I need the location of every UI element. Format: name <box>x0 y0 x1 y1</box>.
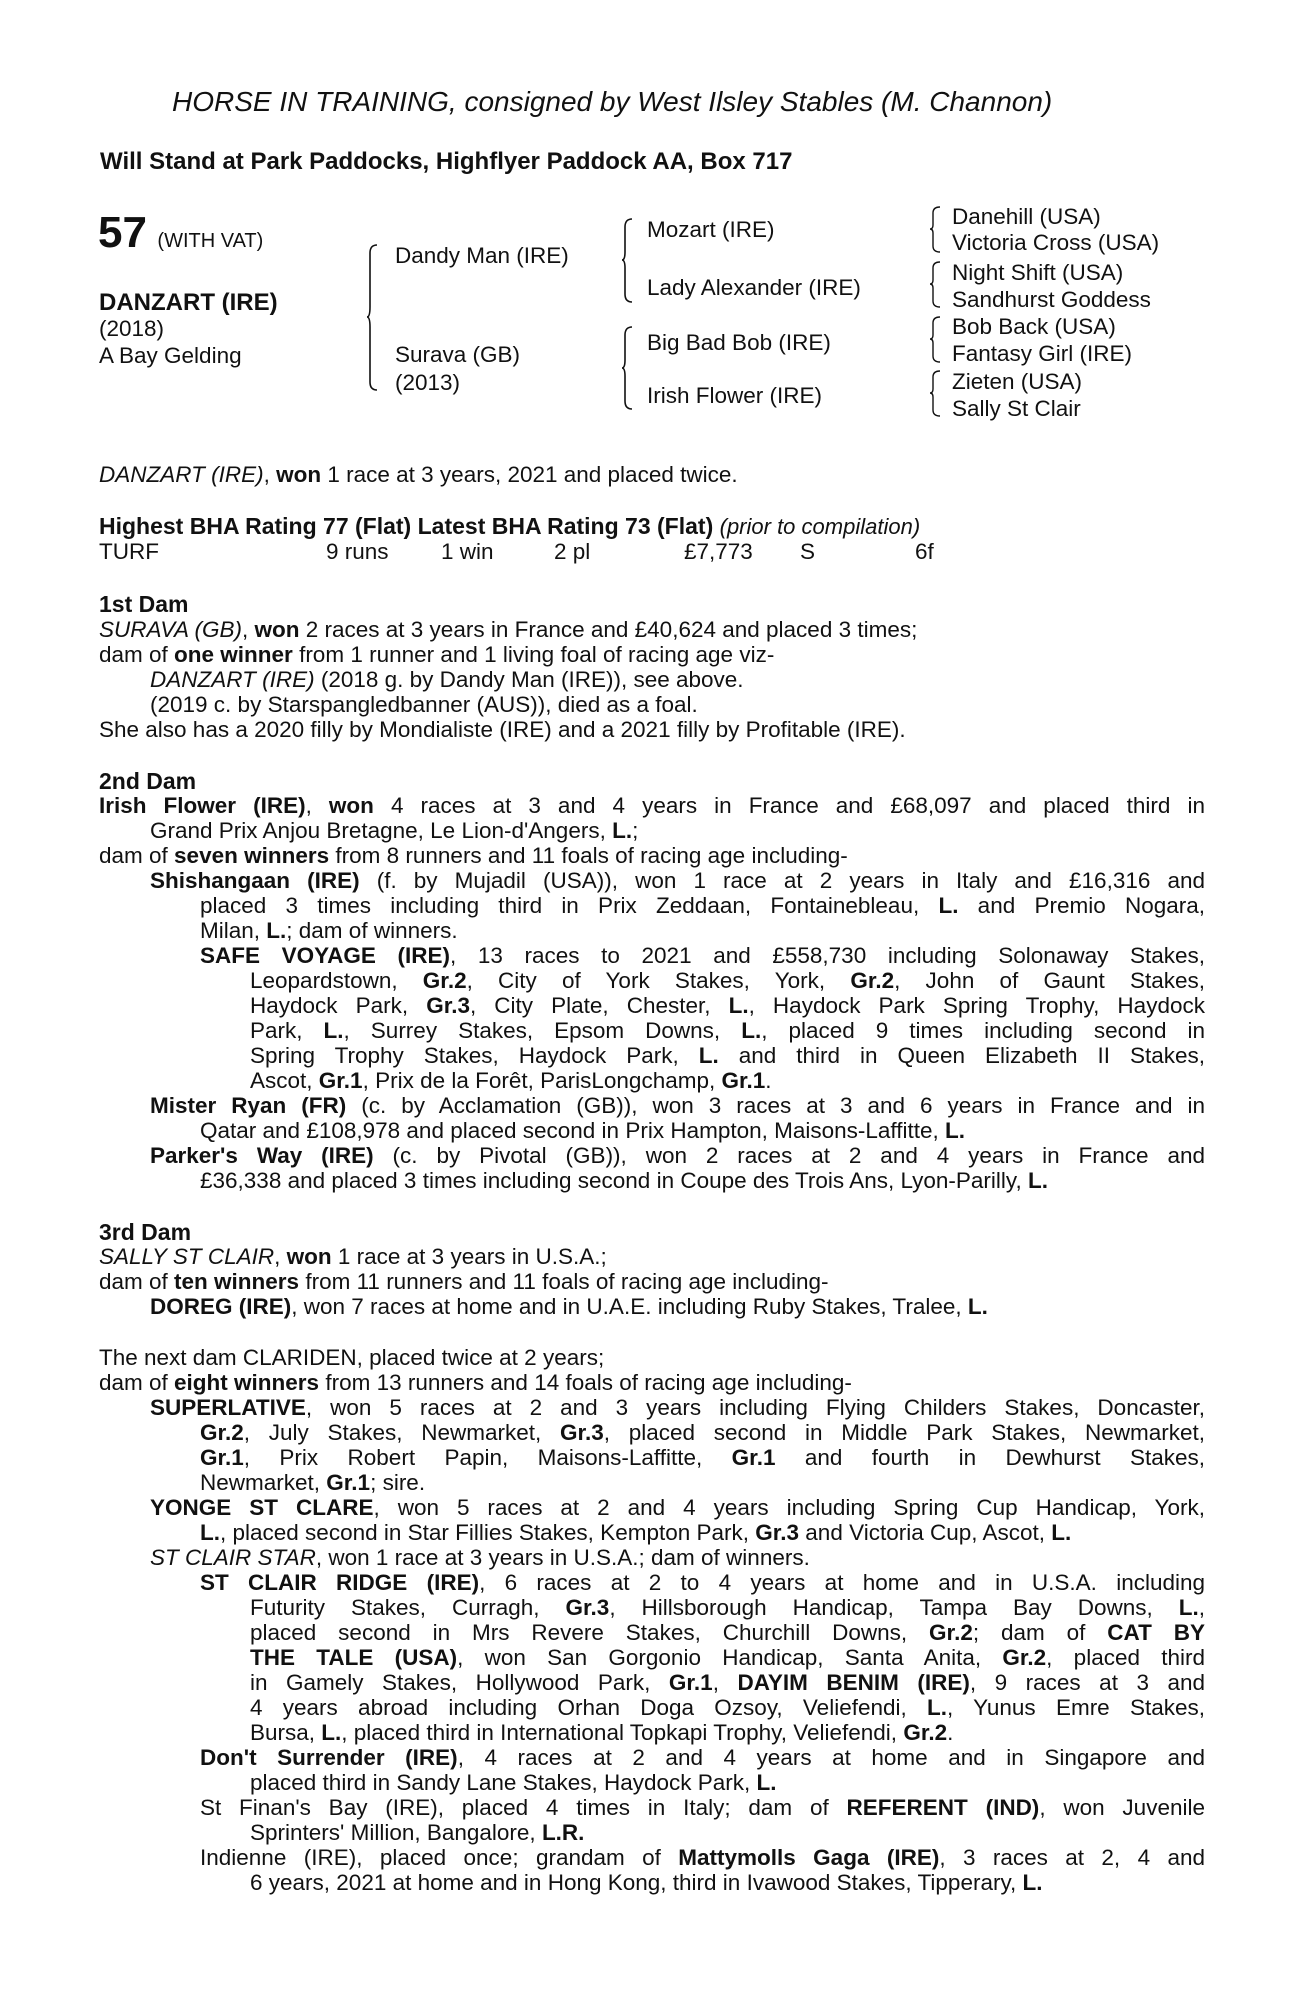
pedigree-brace-g1 <box>930 207 942 252</box>
safe-voyage-line5: Spring Trophy Stakes, Haydock Park, L. and third in Queen Elizabeth II Stakes, <box>250 1043 1206 1068</box>
pedigree-g5: Bob Back (USA) <box>952 314 1116 339</box>
rating-placed: 2 pl <box>554 539 591 564</box>
rating-runs: 9 runs <box>326 539 389 564</box>
lot-number: 57 <box>98 208 147 257</box>
dam1-line3: DANZART (IRE) (2018 g. by Dandy Man (IRE)), see above. <box>150 667 744 692</box>
shishangaan-line3: Milan, L.; dam of winners. <box>200 918 458 943</box>
dont-surrender-line2: placed third in Sandy Lane Stakes, Haydock Park, L. <box>250 1770 777 1795</box>
pedigree-brace-sire-dam <box>367 245 379 390</box>
pedigree-g6: Fantasy Girl (IRE) <box>952 341 1133 366</box>
dam4-line1: The next dam CLARIDEN, placed twice at 2 years; <box>99 1345 605 1370</box>
st-clair-ridge-line6: 4 years abroad including Orhan Doga Ozsoy, Veliefendi, L., Yunus Emre Stakes, <box>250 1695 1205 1720</box>
dam2-line2: Grand Prix Anjou Bretagne, Le Lion-d'Angers, L.; <box>150 818 639 843</box>
pedigree-dam-dam: Irish Flower (IRE) <box>647 383 823 408</box>
pedigree-sire: Dandy Man (IRE) <box>395 243 569 268</box>
lot-number-row <box>98 208 263 258</box>
dam3-line1: SALLY ST CLAIR, won 1 race at 3 years in U.S.A.; <box>99 1244 607 1269</box>
rating-wins: 1 win <box>441 539 494 564</box>
shishangaan-line1: Shishangaan (IRE) (f. by Mujadil (USA)), won 1 race at 2 years in Italy and £16,316 and <box>150 868 1205 893</box>
race-summary: DANZART (IRE), won 1 race at 3 years, 2021 and placed twice. <box>99 462 738 487</box>
safe-voyage-line6: Ascot, Gr.1, Prix de la Forêt, ParisLongchamp, Gr.1. <box>250 1068 772 1093</box>
foaling-year: (2018) <box>99 316 165 341</box>
st-clair-ridge-line5: in Gamely Stakes, Hollywood Park, Gr.1, DAYIM BENIM (IRE), 9 races at 3 and <box>250 1670 1206 1695</box>
pedigree-g7: Zieten (USA) <box>952 369 1083 394</box>
pedigree-dam-year: (2013) <box>395 370 461 395</box>
summary-horse-name: DANZART (IRE) <box>99 462 264 487</box>
pedigree-brace-g2 <box>930 262 942 307</box>
st-clair-ridge-line2: Futurity Stakes, Curragh, Gr.3, Hillsborough Handicap, Tampa Bay Downs, L., <box>250 1595 1205 1620</box>
pedigree-brace-g4 <box>930 371 942 416</box>
pedigree-dam-sire: Big Bad Bob (IRE) <box>647 330 831 355</box>
dont-surrender-line1: Don't Surrender (IRE), 4 races at 2 and 4 years at home and in Singapore and <box>200 1745 1206 1770</box>
dam1-line5: She also has a 2020 filly by Mondialiste (IRE) and a 2021 filly by Profitable (IRE). <box>99 717 906 742</box>
st-clair-ridge-line7: Bursa, L., placed third in International Topkapi Trophy, Veliefendi, Gr.2. <box>250 1720 954 1745</box>
st-finans-bay-line2: Sprinters' Million, Bangalore, L.R. <box>250 1820 585 1845</box>
yonge-st-clare-line1: YONGE ST CLARE, won 5 races at 2 and 4 years including Spring Cup Handicap, York, <box>150 1495 1205 1520</box>
dam2-heading: 2nd Dam <box>99 768 197 794</box>
page-title: HORSE IN TRAINING, consigned by West Ilsley Stables (M. Channon) <box>172 86 1053 117</box>
st-finans-bay-line1: St Finan's Bay (IRE), placed 4 times in Italy; dam of REFERENT (IND), won Juvenile <box>200 1795 1205 1820</box>
rating-going: S <box>800 539 816 564</box>
st-clair-ridge-line4: THE TALE (USA), won San Gorgonio Handicap, Santa Anita, Gr.2, placed third <box>250 1645 1206 1670</box>
superlative-line3: Gr.1, Prix Robert Papin, Maisons-Laffitte, Gr.1 and fourth in Dewhurst Stakes, <box>200 1445 1205 1470</box>
st-clair-star-line1: ST CLAIR STAR, won 1 race at 3 years in U.S.A.; dam of winners. <box>150 1545 810 1570</box>
indienne-line1: Indienne (IRE), placed once; grandam of Mattymolls Gaga (IRE), 3 races at 2, 4 and <box>200 1845 1206 1870</box>
dam1-line1: SURAVA (GB), won 2 races at 3 years in France and £40,624 and placed 3 times; <box>99 617 918 642</box>
horse-description: A Bay Gelding <box>99 343 242 368</box>
summary-rest: 1 race at 3 years, 2021 and placed twice. <box>321 462 738 487</box>
rating-distance: 6f <box>915 539 934 564</box>
shishangaan-line2: placed 3 times including third in Prix Zeddaan, Fontainebleau, L. and Premio Nogara, <box>200 893 1206 918</box>
pedigree-g8: Sally St Clair <box>952 396 1081 421</box>
dam3-line3: DOREG (IRE), won 7 races at home and in U.A.E. including Ruby Stakes, Tralee, L. <box>150 1294 988 1319</box>
pedigree-sire-sire: Mozart (IRE) <box>647 217 775 242</box>
summary-won: won <box>276 462 322 487</box>
dam1-line4: (2019 c. by Starspangledbanner (AUS)), died as a foal. <box>150 692 698 717</box>
pedigree-g4: Sandhurst Goddess <box>952 287 1151 312</box>
mister-ryan-line1: Mister Ryan (FR) (c. by Acclamation (GB)), won 3 races at 3 and 6 years in France and in <box>150 1093 1205 1118</box>
rating-surface: TURF <box>99 539 159 564</box>
safe-voyage-line3: Haydock Park, Gr.3, City Plate, Chester, L., Haydock Park Spring Trophy, Haydock <box>250 993 1205 1018</box>
dam3-heading: 3rd Dam <box>99 1219 192 1245</box>
st-clair-ridge-line3: placed second in Mrs Revere Stakes, Churchill Downs, Gr.2; dam of CAT BY <box>250 1620 1205 1645</box>
parkers-way-line1: Parker's Way (IRE) (c. by Pivotal (GB)), won 2 races at 2 and 4 years in France and <box>150 1143 1205 1168</box>
pedigree-dam: Surava (GB) <box>395 342 521 367</box>
mister-ryan-line2: Qatar and £108,978 and placed second in Prix Hampton, Maisons-Laffitte, L. <box>200 1118 966 1143</box>
dam4-line2: dam of eight winners from 13 runners and 14 foals of racing age including- <box>99 1370 852 1395</box>
superlative-line4: Newmarket, Gr.1; sire. <box>200 1470 426 1495</box>
horse-name: DANZART (IRE) <box>99 289 278 316</box>
pedigree-g3: Night Shift (USA) <box>952 260 1124 285</box>
indienne-line2: 6 years, 2021 at home and in Hong Kong, third in Ivawood Stakes, Tipperary, L. <box>250 1870 1043 1895</box>
parkers-way-line2: £36,338 and placed 3 times including second in Coupe des Trois Ans, Lyon-Parilly, L. <box>200 1168 1048 1193</box>
safe-voyage-line1: SAFE VOYAGE (IRE), 13 races to 2021 and £558,730 including Solonaway Stakes, <box>200 943 1206 968</box>
stand-location: Will Stand at Park Paddocks, Highflyer Paddock AA, Box 717 <box>100 148 793 175</box>
superlative-line2: Gr.2, July Stakes, Newmarket, Gr.3, placed second in Middle Park Stakes, Newmarket, <box>200 1420 1206 1445</box>
rating-heading: Highest BHA Rating 77 (Flat) Latest BHA Rating 73 (Flat) <box>99 513 714 539</box>
pedigree-brace-sire <box>622 219 634 302</box>
rating-note: (prior to compilation) <box>719 514 921 539</box>
dam2-line3: dam of seven winners from 8 runners and 11 foals of racing age including- <box>99 843 848 868</box>
dam3-line2: dam of ten winners from 11 runners and 11 foals of racing age including- <box>99 1269 829 1294</box>
pedigree-g1: Danehill (USA) <box>952 204 1101 229</box>
pedigree-g2: Victoria Cross (USA) <box>952 230 1160 255</box>
dam2-line1: Irish Flower (IRE), won 4 races at 3 and 4 years in France and £68,097 and placed third in <box>99 793 1205 818</box>
superlative-line1: SUPERLATIVE, won 5 races at 2 and 3 years including Flying Childers Stakes, Doncaster, <box>150 1395 1205 1420</box>
safe-voyage-line4: Park, L., Surrey Stakes, Epsom Downs, L., placed 9 times including second in <box>250 1018 1205 1043</box>
vat-label: (WITH VAT) <box>157 230 264 252</box>
pedigree-brace-g3 <box>930 317 942 362</box>
yonge-st-clare-line2: L., placed second in Star Fillies Stakes, Kempton Park, Gr.3 and Victoria Cup, Ascot, L. <box>200 1520 1072 1545</box>
safe-voyage-line2: Leopardstown, Gr.2, City of York Stakes, York, Gr.2, John of Gaunt Stakes, <box>250 968 1206 993</box>
dam1-line2: dam of one winner from 1 runner and 1 living foal of racing age viz- <box>99 642 775 667</box>
rating-earnings: £7,773 <box>684 539 753 564</box>
pedigree-sire-dam: Lady Alexander (IRE) <box>647 275 861 300</box>
dam1-heading: 1st Dam <box>99 591 189 617</box>
st-clair-ridge-line1: ST CLAIR RIDGE (IRE), 6 races at 2 to 4 years at home and in U.S.A. including <box>200 1570 1206 1595</box>
pedigree-brace-dam <box>622 327 634 409</box>
rating-line <box>99 513 920 540</box>
